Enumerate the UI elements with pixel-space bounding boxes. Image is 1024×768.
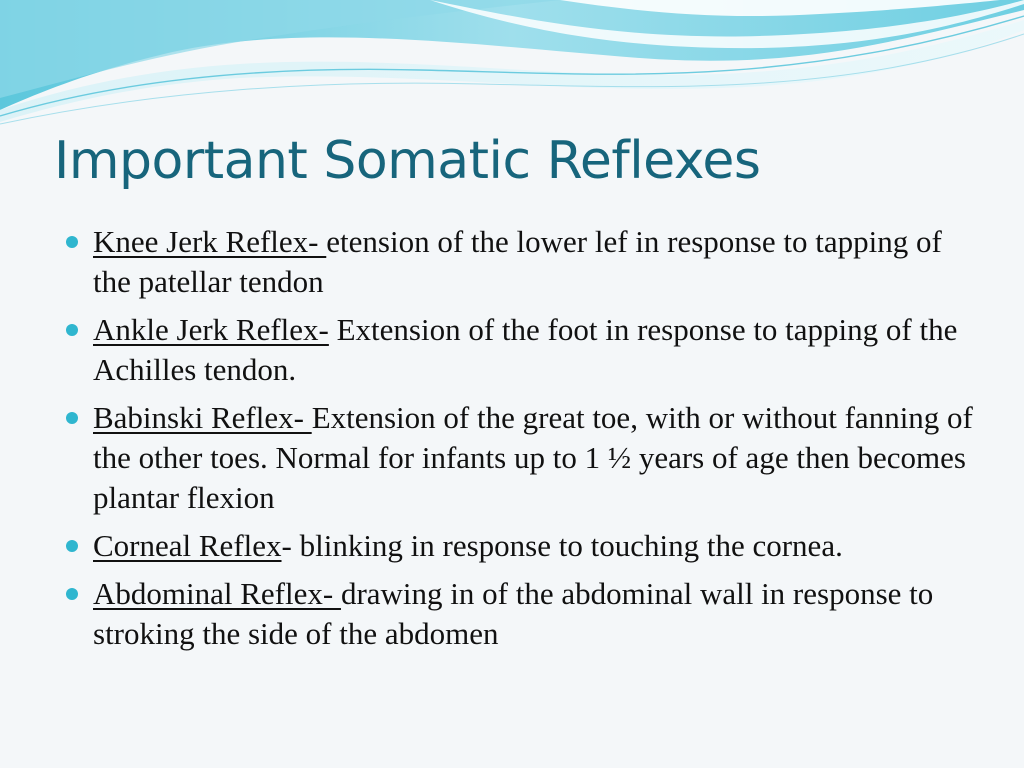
reflex-term: Ankle Jerk Reflex- xyxy=(93,312,329,347)
bullet-item-corneal xyxy=(62,526,982,566)
bullet-dot-icon xyxy=(66,236,78,248)
reflex-term: Babinski Reflex- xyxy=(93,400,312,435)
reflex-description: Extension of the great toe, with or without fanning of the other toes. Normal for infants up to 1 ½ years of age then becomes plantar flexion xyxy=(93,400,973,515)
slide-title: Important Somatic Reflexes xyxy=(54,131,761,191)
bullet-dot-icon xyxy=(66,324,78,336)
reflex-description: etension of the lower lef in response to tapping of the patellar tendon xyxy=(93,224,942,299)
bullet-dot-icon xyxy=(66,412,78,424)
bullet-list xyxy=(62,222,982,662)
bullet-dot-icon xyxy=(66,588,78,600)
bullet-item-knee-jerk xyxy=(62,222,982,302)
reflex-description: drawing in of the abdominal wall in response to stroking the side of the abdomen xyxy=(93,576,934,651)
bullet-item-ankle-jerk xyxy=(62,310,982,390)
reflex-term: Knee Jerk Reflex- xyxy=(93,224,327,259)
reflex-term: Abdominal Reflex- xyxy=(93,576,341,611)
bullet-dot-icon xyxy=(66,540,78,552)
bullet-item-babinski xyxy=(62,398,982,518)
bullet-item-abdominal xyxy=(62,574,982,654)
reflex-description: Extension of the foot in response to tapping of the Achilles tendon. xyxy=(93,312,958,387)
header-wave-decoration xyxy=(0,0,1024,130)
reflex-term: Corneal Reflex xyxy=(93,528,282,563)
reflex-description: - blinking in response to touching the cornea. xyxy=(281,528,843,563)
